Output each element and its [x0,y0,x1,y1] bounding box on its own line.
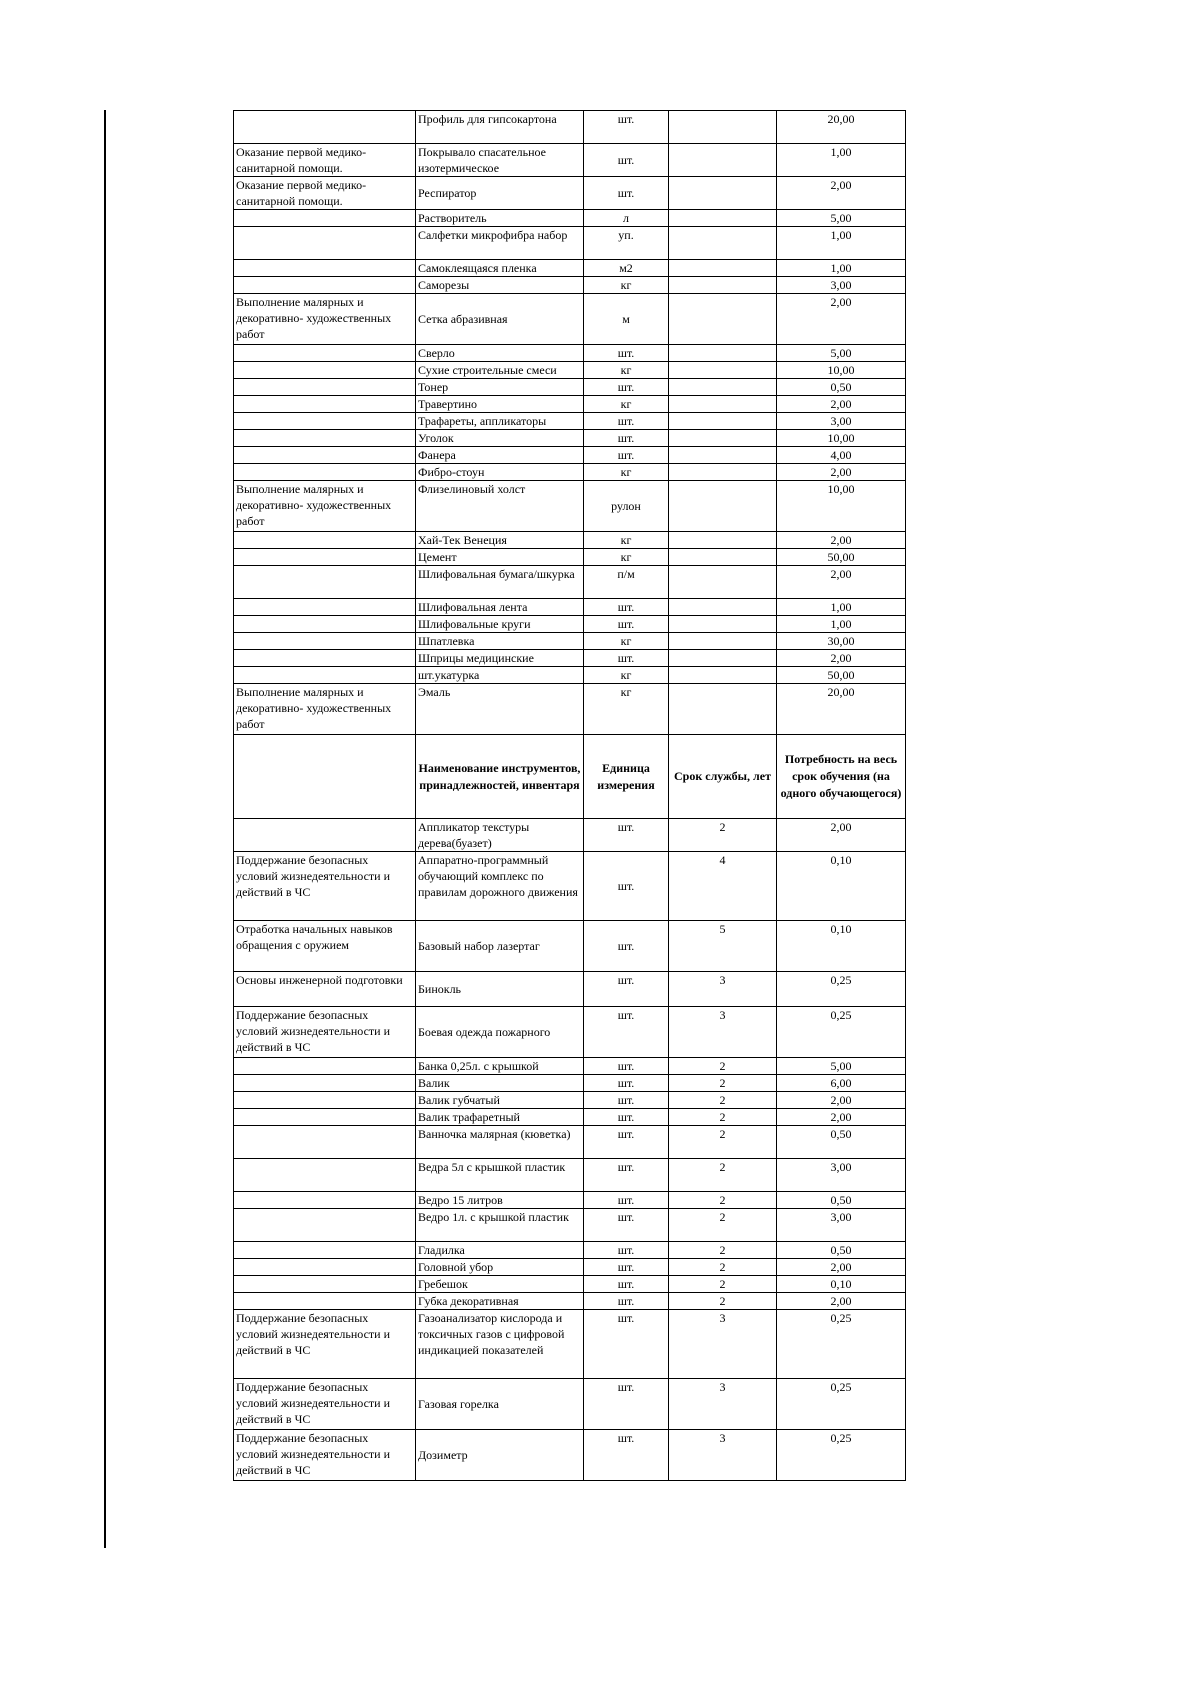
activity-cell [234,379,416,396]
table-row [234,447,906,464]
table-row [234,1209,906,1242]
activity-cell [234,1259,416,1276]
table-row [234,227,906,260]
activity-cell: Выполнение малярных и декоративно- художественных работ [234,481,416,532]
table-row [234,260,906,277]
item-name-cell: Газоанализатор кислорода и токсичных газов с цифровой индикацией показателей [416,1310,584,1379]
service-life-cell [669,464,777,481]
table-row [234,532,906,549]
service-life-cell [669,345,777,362]
quantity-cell: 30,00 [777,633,906,650]
service-life-cell: 3 [669,1379,777,1430]
unit-cell: шт. [584,144,669,177]
quantity-cell: 0,50 [777,1126,906,1159]
table-row [234,1259,906,1276]
item-name-cell: Бинокль [416,972,584,1007]
item-name-cell: Базовый набор лазертаг [416,921,584,972]
quantity-cell: 2,00 [777,650,906,667]
unit-cell: шт. [584,345,669,362]
activity-cell [234,1159,416,1192]
item-name-cell: Самоклеящаяся пленка [416,260,584,277]
service-life-cell: 3 [669,972,777,1007]
table-row [234,481,906,532]
activity-cell [234,362,416,379]
table-row [234,633,906,650]
activity-cell [234,260,416,277]
item-name-cell: Ведро 1л. с крышкой пластик [416,1209,584,1242]
unit-cell: л [584,210,669,227]
unit-cell: м [584,294,669,345]
quantity-cell: 0,25 [777,1007,906,1058]
unit-cell: шт. [584,1310,669,1379]
unit-cell: шт. [584,616,669,633]
item-name-cell: Цемент [416,549,584,566]
service-life-cell [669,277,777,294]
quantity-cell: 2,00 [777,177,906,210]
activity-cell [234,1058,416,1075]
unit-cell: кг [584,362,669,379]
unit-cell: шт. [584,413,669,430]
table-row [234,819,906,852]
activity-cell: Поддержание безопасных условий жизнедеятельности и действий в ЧС [234,852,416,921]
activity-cell [234,396,416,413]
unit-cell: шт. [584,1075,669,1092]
unit-cell: шт. [584,1430,669,1481]
unit-cell: шт. [584,1242,669,1259]
activity-cell: Поддержание безопасных условий жизнедеятельности и действий в ЧС [234,1430,416,1481]
quantity-cell: 0,25 [777,1310,906,1379]
quantity-cell: 0,25 [777,1379,906,1430]
activity-cell [234,1209,416,1242]
quantity-cell: 2,00 [777,1092,906,1109]
service-life-cell [669,549,777,566]
table-row [234,921,906,972]
unit-cell: кг [584,667,669,684]
service-life-cell: 2 [669,1276,777,1293]
activity-cell: Основы инженерной подготовки [234,972,416,1007]
item-name-cell: Сухие строительные смеси [416,362,584,379]
quantity-cell: 5,00 [777,1058,906,1075]
equipment-table [233,110,906,1481]
header-unit-cell: Единица измерения [584,735,669,819]
item-name-cell: Эмаль [416,684,584,735]
activity-cell [234,616,416,633]
service-life-cell: 2 [669,1259,777,1276]
service-life-cell: 5 [669,921,777,972]
service-life-cell [669,294,777,345]
item-name-cell: Газовая горелка [416,1379,584,1430]
activity-cell [234,277,416,294]
item-name-cell: Тонер [416,379,584,396]
quantity-cell: 1,00 [777,260,906,277]
table-row [234,1159,906,1192]
table-row [234,616,906,633]
table-row [234,667,906,684]
table-row [234,1310,906,1379]
item-name-cell: Хай-Тек Венеция [416,532,584,549]
service-life-cell [669,111,777,144]
table-row [234,1379,906,1430]
activity-cell [234,1276,416,1293]
table-row [234,1058,906,1075]
unit-cell: шт. [584,819,669,852]
table-row [234,464,906,481]
service-life-cell: 2 [669,819,777,852]
quantity-cell: 3,00 [777,413,906,430]
activity-cell: Отработка начальных навыков обращения с оружием [234,921,416,972]
table-row [234,1276,906,1293]
service-life-cell [669,227,777,260]
unit-cell: шт. [584,1159,669,1192]
table-row [234,210,906,227]
unit-cell: шт. [584,1007,669,1058]
activity-cell [234,1192,416,1209]
unit-cell: рулон [584,481,669,532]
activity-cell [234,819,416,852]
unit-cell: шт. [584,1092,669,1109]
service-life-cell: 2 [669,1075,777,1092]
service-life-cell [669,532,777,549]
quantity-cell: 0,25 [777,1430,906,1481]
quantity-cell: 2,00 [777,396,906,413]
table-row [234,684,906,735]
quantity-cell: 3,00 [777,1159,906,1192]
unit-cell: шт. [584,430,669,447]
quantity-cell: 2,00 [777,532,906,549]
service-life-cell [669,566,777,599]
unit-cell: шт. [584,921,669,972]
quantity-cell: 0,25 [777,972,906,1007]
table-row [234,413,906,430]
quantity-cell: 3,00 [777,277,906,294]
table-row [234,362,906,379]
table-row [234,599,906,616]
service-life-cell: 2 [669,1109,777,1126]
header-blank-cell [234,735,416,819]
activity-cell: Поддержание безопасных условий жизнедеятельности и действий в ЧС [234,1310,416,1379]
service-life-cell [669,633,777,650]
page-margin-line [104,110,106,1548]
service-life-cell [669,684,777,735]
unit-cell: шт. [584,1058,669,1075]
equipment-table-body [234,111,906,1481]
activity-cell: Оказание первой медико-санитарной помощи. [234,177,416,210]
item-name-cell: Валик губчатый [416,1092,584,1109]
quantity-cell: 0,10 [777,852,906,921]
quantity-cell: 2,00 [777,1109,906,1126]
table-row [234,144,906,177]
item-name-cell: Салфетки микрофибра набор [416,227,584,260]
item-name-cell: Губка декоративная [416,1293,584,1310]
item-name-cell: Сверло [416,345,584,362]
service-life-cell [669,396,777,413]
table-row [234,972,906,1007]
unit-cell: шт. [584,1259,669,1276]
table-row [234,294,906,345]
quantity-cell: 20,00 [777,111,906,144]
service-life-cell [669,616,777,633]
service-life-cell: 2 [669,1159,777,1192]
unit-cell: шт. [584,1293,669,1310]
unit-cell: шт. [584,1379,669,1430]
item-name-cell: Саморезы [416,277,584,294]
table-row [234,1192,906,1209]
activity-cell [234,430,416,447]
table-row [234,1293,906,1310]
service-life-cell [669,379,777,396]
service-life-cell [669,667,777,684]
item-name-cell: Фибро-стоун [416,464,584,481]
quantity-cell: 0,10 [777,921,906,972]
service-life-cell: 3 [669,1007,777,1058]
activity-cell [234,566,416,599]
item-name-cell: шт.укатурка [416,667,584,684]
unit-cell: шт. [584,1109,669,1126]
table-row [234,111,906,144]
activity-cell [234,667,416,684]
table-row [234,566,906,599]
activity-cell [234,413,416,430]
item-name-cell: Гребешок [416,1276,584,1293]
table-row [234,430,906,447]
item-name-cell: Ведра 5л с крышкой пластик [416,1159,584,1192]
activity-cell [234,633,416,650]
item-name-cell: Боевая одежда пожарного [416,1007,584,1058]
item-name-cell: Валик [416,1075,584,1092]
activity-cell [234,549,416,566]
unit-cell: кг [584,633,669,650]
unit-cell: шт. [584,599,669,616]
item-name-cell: Шлифовальные круги [416,616,584,633]
quantity-cell: 0,50 [777,1242,906,1259]
item-name-cell: Шлифовальная лента [416,599,584,616]
item-name-cell: Ведро 15 литров [416,1192,584,1209]
item-name-cell: Шпатлевка [416,633,584,650]
item-name-cell: Аппаратно-программный обучающий комплекс по правилам дорожного движения [416,852,584,921]
unit-cell: кг [584,549,669,566]
activity-cell [234,1293,416,1310]
item-name-cell: Аппликатор текстуры дерева(буазет) [416,819,584,852]
activity-cell: Поддержание безопасных условий жизнедеятельности и действий в ЧС [234,1379,416,1430]
quantity-cell: 2,00 [777,464,906,481]
service-life-cell: 2 [669,1209,777,1242]
service-life-cell [669,260,777,277]
activity-cell [234,1092,416,1109]
unit-cell: шт. [584,1192,669,1209]
header-need-cell: Потребность на весь срок обучения (на одного обучающегося) [777,735,906,819]
table-row [234,177,906,210]
table-row [234,396,906,413]
item-name-cell: Дозиметр [416,1430,584,1481]
activity-cell [234,650,416,667]
unit-cell: м2 [584,260,669,277]
service-life-cell [669,144,777,177]
quantity-cell: 1,00 [777,616,906,633]
quantity-cell: 2,00 [777,294,906,345]
service-life-cell [669,413,777,430]
activity-cell: Оказание первой медико-санитарной помощи. [234,144,416,177]
item-name-cell: Головной убор [416,1259,584,1276]
unit-cell: кг [584,396,669,413]
header-life-cell: Срок службы, лет [669,735,777,819]
activity-cell [234,1242,416,1259]
table-row [234,549,906,566]
quantity-cell: 6,00 [777,1075,906,1092]
activity-cell [234,599,416,616]
item-name-cell: Гладилка [416,1242,584,1259]
service-life-cell [669,599,777,616]
table-row [234,1126,906,1159]
service-life-cell [669,430,777,447]
activity-cell [234,1075,416,1092]
unit-cell: кг [584,532,669,549]
service-life-cell [669,447,777,464]
quantity-cell: 0,10 [777,1276,906,1293]
unit-cell: шт. [584,650,669,667]
unit-cell: шт. [584,852,669,921]
table-row [234,1430,906,1481]
quantity-cell: 5,00 [777,210,906,227]
item-name-cell: Растворитель [416,210,584,227]
activity-cell: Выполнение малярных и декоративно- художественных работ [234,684,416,735]
service-life-cell [669,362,777,379]
table-row [234,1007,906,1058]
quantity-cell: 1,00 [777,144,906,177]
quantity-cell: 2,00 [777,1293,906,1310]
quantity-cell: 3,00 [777,1209,906,1242]
activity-cell: Поддержание безопасных условий жизнедеятельности и действий в ЧС [234,1007,416,1058]
unit-cell: кг [584,684,669,735]
service-life-cell: 4 [669,852,777,921]
unit-cell: шт. [584,379,669,396]
quantity-cell: 5,00 [777,345,906,362]
quantity-cell: 0,50 [777,1192,906,1209]
item-name-cell: Травертино [416,396,584,413]
unit-cell: кг [584,464,669,481]
service-life-cell [669,650,777,667]
item-name-cell: Валик трафаретный [416,1109,584,1126]
unit-cell: уп. [584,227,669,260]
table-row [234,650,906,667]
item-name-cell: Трафареты, аппликаторы [416,413,584,430]
table-row [234,277,906,294]
item-name-cell: Шлифовальная бумага/шкурка [416,566,584,599]
quantity-cell: 10,00 [777,430,906,447]
item-name-cell: Покрывало спасательное изотермическое [416,144,584,177]
quantity-cell: 2,00 [777,1259,906,1276]
service-life-cell: 2 [669,1092,777,1109]
unit-cell: кг [584,277,669,294]
item-name-cell: Банка 0,25л. с крышкой [416,1058,584,1075]
table-row [234,1092,906,1109]
service-life-cell [669,481,777,532]
service-life-cell [669,210,777,227]
header-name-cell: Наименование инструментов, принадлежностей, инвентаря [416,735,584,819]
table-row [234,345,906,362]
service-life-cell: 3 [669,1310,777,1379]
activity-cell [234,210,416,227]
item-name-cell: Уголок [416,430,584,447]
quantity-cell: 2,00 [777,819,906,852]
service-life-cell: 2 [669,1192,777,1209]
table-row [234,852,906,921]
service-life-cell: 2 [669,1126,777,1159]
table-row [234,1242,906,1259]
activity-cell [234,111,416,144]
table-row [234,379,906,396]
activity-cell [234,447,416,464]
unit-cell: шт. [584,1209,669,1242]
service-life-cell: 2 [669,1242,777,1259]
service-life-cell: 3 [669,1430,777,1481]
table-row [234,1109,906,1126]
service-life-cell: 2 [669,1293,777,1310]
quantity-cell: 20,00 [777,684,906,735]
quantity-cell: 4,00 [777,447,906,464]
item-name-cell: Фанера [416,447,584,464]
unit-cell: шт. [584,177,669,210]
table-row [234,1075,906,1092]
unit-cell: п/м [584,566,669,599]
quantity-cell: 10,00 [777,362,906,379]
item-name-cell: Флизелиновый холст [416,481,584,532]
activity-cell [234,1126,416,1159]
quantity-cell: 2,00 [777,566,906,599]
activity-cell [234,345,416,362]
quantity-cell: 0,50 [777,379,906,396]
quantity-cell: 50,00 [777,667,906,684]
item-name-cell: Ванночка малярная (кюветка) [416,1126,584,1159]
quantity-cell: 50,00 [777,549,906,566]
unit-cell: шт. [584,1276,669,1293]
activity-cell [234,1109,416,1126]
item-name-cell: Респиратор [416,177,584,210]
activity-cell [234,532,416,549]
activity-cell [234,464,416,481]
item-name-cell: Сетка абразивная [416,294,584,345]
table-header-row [234,735,906,819]
activity-cell [234,227,416,260]
unit-cell: шт. [584,111,669,144]
quantity-cell: 1,00 [777,227,906,260]
item-name-cell: Шприцы медицинские [416,650,584,667]
unit-cell: шт. [584,1126,669,1159]
quantity-cell: 1,00 [777,599,906,616]
activity-cell: Выполнение малярных и декоративно- художественных работ [234,294,416,345]
unit-cell: шт. [584,447,669,464]
unit-cell: шт. [584,972,669,1007]
quantity-cell: 10,00 [777,481,906,532]
service-life-cell: 2 [669,1058,777,1075]
item-name-cell: Профиль для гипсокартона [416,111,584,144]
service-life-cell [669,177,777,210]
